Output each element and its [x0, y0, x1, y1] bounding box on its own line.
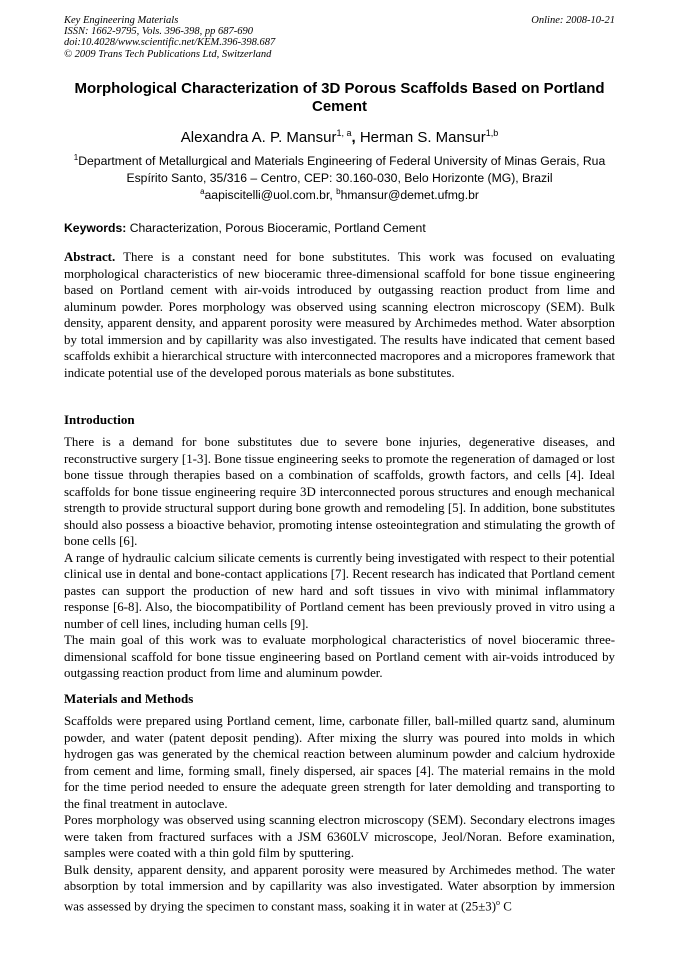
methods-paragraph-3-text: Bulk density, apparent density, and apparent porosity were measured by Archimedes method. The water absorption by total immersion and by capillarity was also investigated. Water absorption by immersion was assessed by drying the specimen to constant mass, soaking it in water at (25±3): [64, 862, 615, 913]
email-b: hmansur@demet.ufmg.br: [340, 188, 479, 203]
methods-paragraph-2: Pores morphology was observed using scanning electron microscopy (SEM). Secondary electrons images were taken from fractured surfaces with a JSM 6360LV microscope, Jeol/Noran. Before examination, samples were coated with a thin gold film by sputtering.: [64, 813, 615, 860]
methods-paragraph-3-end: C: [500, 898, 512, 913]
introduction-paragraph-1: There is a demand for bone substitutes due to severe bone injuries, degenerative diseases, and reconstructive surgery [1-3]. Bone tissue engineering seeks to promote the regeneration of damaged or lost bone tissue through therapies based on a combination of scaffolds, growth factors, and cells [4]. Ideal scaffolds for bone tissue engineering require 3D interconnected porous structures and enough mechanical strength to provide structural support during bone growth and remodeling [5]. In addition, bone substitutes should also possess a bioactive behavior, promoting intense osteointegration and stimulating the growth of bone cells [6].: [64, 435, 615, 548]
author-1-superscript: 1, a: [336, 128, 352, 138]
author-2: Herman S. Mansur: [359, 129, 486, 146]
methods-paragraph-1: Scaffolds were prepared using Portland cement, lime, carbonate filler, ball-milled quartz sand, aluminum powder, and water (patent deposit pending). After mixing the slurry was poured into molds in which hydrogen gas was generated by the chemical reaction between aluminum powder and calcium hydroxide from cement and lime, forming small, finely dispersed, air spaces [4]. The material remains in the mold for the time period needed to ensure the adequate green strength for later demolding and transporting to the final treatment in autoclave.: [64, 714, 615, 811]
methods-heading: Materials and Methods: [64, 691, 194, 706]
keywords: [64, 220, 615, 236]
email-b-marker: b: [336, 187, 341, 196]
affiliation-text: Department of Metallurgical and Materials Engineering of Federal University of Minas Gerais, Rua Espírito Santo, 35/316 – Centro, CEP: 30.160-030, Belo Horizonte (MG), Brazil: [78, 154, 606, 185]
email-a-marker: a: [200, 187, 205, 196]
methods-paragraph-3: [64, 862, 615, 915]
keywords-label: Keywords:: [64, 221, 130, 235]
journal-name: Key Engineering Materials: [64, 15, 179, 26]
introduction-paragraph-2: A range of hydraulic calcium silicate cements is currently being investigated with respect to their potential clinical use in dental and bone-contact applications [7]. Recent research has indicated that Portland cement pastes can support the production of new hard and soft tissues in vivo with minimal inflammatory response [6-8]. Also, the biocompatibility of Portland cement has been previously proved in vitro using a number of cell lines, including human cells [9].: [64, 550, 615, 631]
introduction-body: [64, 434, 615, 682]
keywords-text: Characterization, Porous Bioceramic, Portland Cement: [129, 221, 426, 235]
affiliation-marker: 1: [73, 153, 79, 162]
running-header: [64, 15, 615, 60]
author-1: Alexandra A. P. Mansur: [180, 129, 337, 146]
introduction-paragraph-3: The main goal of this work was to evaluate morphological characteristics of novel bioceramic three-dimensional scaffold for bone tissue engineering based on Portland cement with air-voids introduced by outgassing reaction product from lime and aluminum powder.: [64, 633, 615, 680]
copyright-line: © 2009 Trans Tech Publications Ltd, Switzerland: [64, 48, 272, 60]
introduction-heading: Introduction: [64, 412, 135, 427]
email-line: [64, 184, 615, 203]
abstract-label: Abstract.: [64, 250, 116, 264]
author-list: Alexandra A. P. Mansur$^{1, a}$, Herman S. Mansur$^{1,b}$: [180, 128, 499, 146]
doi-line: doi:10.4028/www.scientific.net/KEM.396-398.687: [64, 37, 276, 49]
methods-body: [64, 713, 615, 914]
abstract-text: There is a constant need for bone substitutes. This work was focused on evaluating morphological characteristics of new bioceramic three-dimensional scaffold for bone tissue engineering based on Portland cement with air-voids introduced by outgassing reaction product from lime and aluminum powder. Pores morphology was observed using scanning electron microscopy (SEM). Bulk density, apparent density, and apparent porosity were measured by Archimedes method. Water absorption by total immersion and by capillarity was also investigated. The results have indicated that cement based scaffolds exhibit a hierarchical structure with interconnected macropores and a micropores framework that indicate potential use of the developed porous materials as bone substitutes.: [64, 250, 615, 380]
issn-line: ISSN: 1662-9795, Vols. 396-398, pp 687-690: [64, 26, 253, 38]
author-2-superscript: 1,b: [485, 128, 499, 138]
abstract: [64, 249, 615, 381]
degree-superscript: o: [496, 897, 501, 907]
email-a: aapiscitelli@uol.com.br,: [204, 188, 337, 203]
affiliation: [64, 150, 615, 186]
online-date: Online: 2008-10-21: [531, 15, 615, 26]
paper-title: Morphological Characterization of 3D Porous Scaffolds Based on Portland Cement: [74, 80, 605, 115]
